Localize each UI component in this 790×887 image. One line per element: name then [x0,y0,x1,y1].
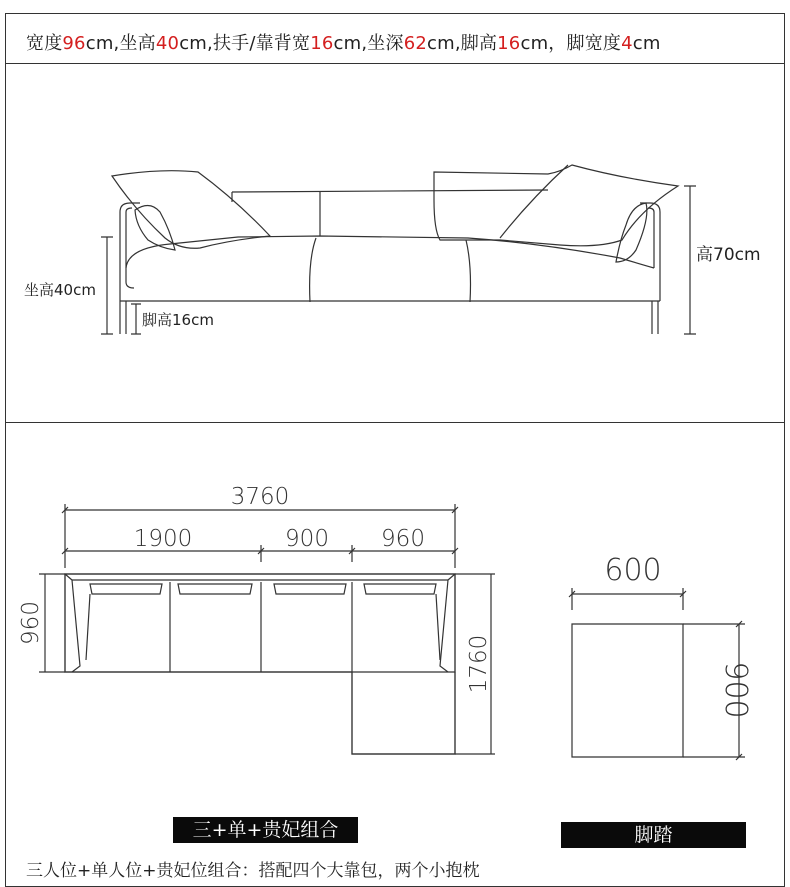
dim-depth-value: 960 [18,601,44,645]
sofa-front-view [101,165,696,334]
seat-divider-1 [310,238,316,302]
leg-left [120,301,126,334]
arm-cushions [86,594,440,660]
spec-text: cm,坐深 [333,33,404,54]
spec-value: 16 [310,33,334,54]
spec-text: cm,脚高 [427,33,498,54]
dim-chaise-length-value: 1760 [466,634,492,694]
sofa-main-body [65,574,455,672]
back-cushion-1 [90,584,162,594]
sofa-plan-view [39,504,495,754]
dim-chaise-value: 960 [381,526,425,552]
spec-value: 96 [62,33,86,54]
seat-divider-2 [466,240,471,302]
spec-text: cm,坐高 [85,33,156,54]
seat-height-label: 坐高40cm [24,281,96,299]
back-top-line [232,190,548,192]
sofa-outline [65,574,455,754]
dim-single-value: 900 [285,526,329,552]
spec-text: 宽度 [26,33,63,54]
footstool-outline [572,624,683,757]
seat-dividers [170,582,352,672]
footstool-label: 脚踏 [561,822,746,848]
dim-three-seat-value: 1900 [133,526,193,552]
spec-text: cm，脚宽度 [520,33,622,54]
right-arm-inner [648,208,654,268]
caption-text: 三人位+单人位+贵妃位组合：搭配四个大靠包，两个小抱枕 [26,861,480,881]
right-arm [640,203,660,301]
leg-height-label: 脚高16cm [142,311,214,329]
throw-pillow-right [616,203,647,262]
back-cushion-2 [178,584,252,594]
dim-footstool-width-value: 600 [604,553,662,588]
spec-text: cm [632,33,661,54]
back-cushion-3 [274,584,346,594]
seat-top [126,236,654,268]
seat-front-left [126,268,134,288]
spec-text: cm,扶手/靠背宽 [179,33,311,54]
leg-right [652,301,658,334]
dim-footstool-depth-value: 900 [718,661,753,719]
left-arm-plan [65,574,80,672]
spec-value: 4 [621,33,633,54]
spec-value: 62 [403,33,427,54]
pillow-fold [500,165,568,238]
total-height-label: 高70cm [696,245,761,265]
right-arm-plan [440,574,455,672]
dim-footstool-width-ext [569,588,686,610]
dim-total-value: 3760 [230,484,290,510]
combo-label: 三+单+贵妃组合 [173,817,358,843]
spec-value: 16 [497,33,521,54]
back-cushion-4 [364,584,436,594]
chaise-extension [352,672,455,754]
spec-value: 40 [155,33,180,54]
